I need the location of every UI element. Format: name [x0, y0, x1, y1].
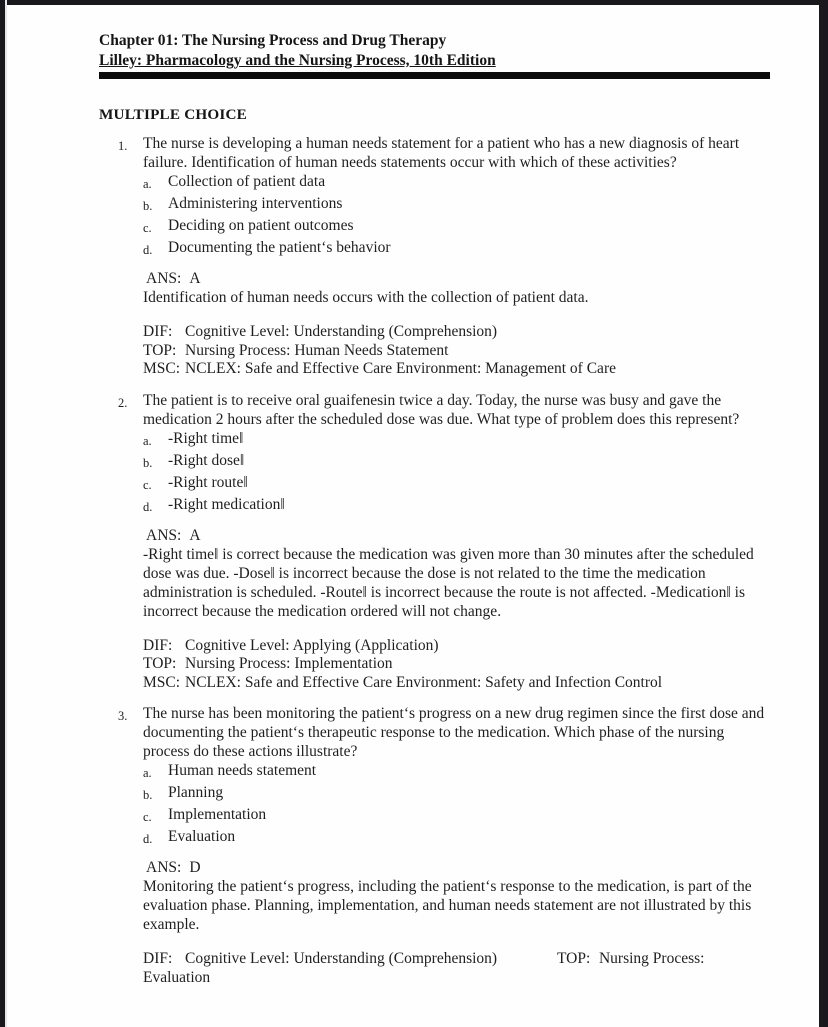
meta-row-top	[143, 655, 770, 674]
meta-pair	[143, 360, 616, 377]
option-b	[143, 783, 766, 805]
question-number: 1.	[118, 139, 128, 153]
option-text: Collection of patient data	[168, 173, 326, 190]
meta-row-msc	[143, 674, 770, 693]
option-letter: b.	[143, 455, 153, 470]
meta-label: TOP:	[143, 341, 177, 359]
option-a	[143, 429, 766, 451]
viewer-top-border	[0, 0, 828, 5]
meta-block	[143, 950, 770, 987]
answer-value: A	[189, 526, 201, 544]
rationale-text: Identification of human needs occurs with the collection of patient data.	[143, 289, 589, 306]
question-text: The nurse is developing a human needs statement for a patient who has a new diagnosis of heart failure. Identification of human needs statements occur with which of these activities?	[143, 135, 740, 171]
question-row	[118, 391, 770, 517]
option-text: -Right dose‖	[168, 451, 245, 469]
meta-row-top	[143, 342, 770, 361]
option-c	[143, 216, 766, 238]
option-letter: d.	[143, 499, 153, 514]
question-2	[118, 391, 770, 693]
section-heading: MULTIPLE CHOICE	[99, 106, 248, 123]
option-text: Human needs statement	[168, 762, 317, 779]
meta-label: DIF:	[143, 323, 173, 340]
meta-label: DIF:	[143, 636, 173, 654]
option-d	[143, 827, 766, 849]
option-letter: a.	[143, 766, 152, 780]
answer-label: ANS:	[146, 526, 182, 544]
option-text: Evaluation	[168, 828, 236, 845]
option-a	[143, 172, 766, 194]
option-text: Administering interventions	[168, 195, 343, 212]
answer-line	[146, 858, 770, 877]
meta-text: Nursing Process: Implementation	[185, 655, 393, 672]
meta-row-msc	[143, 360, 770, 379]
answer-line	[146, 269, 770, 288]
answer-label: ANS:	[146, 270, 182, 287]
meta-pair	[143, 323, 497, 340]
book-title: Lilley: Pharmacology and the Nursing Process, 10th Edition	[99, 52, 496, 69]
meta-text: Cognitive Level: Understanding (Comprehension)	[185, 950, 498, 967]
option-text: -Right medication‖	[168, 495, 285, 513]
option-b	[143, 194, 766, 216]
option-letter: b.	[143, 199, 153, 213]
answer-line	[146, 526, 770, 545]
question-list	[118, 134, 770, 987]
option-text: -Right time‖	[168, 429, 244, 447]
option-letter: c.	[143, 221, 152, 235]
question-number: 2.	[118, 395, 128, 410]
option-text: Planning	[168, 784, 224, 801]
meta-pair	[143, 674, 662, 691]
meta-pair	[143, 655, 393, 672]
meta-pair	[143, 637, 439, 654]
meta-text: NCLEX: Safe and Effective Care Environment: Management of Care	[185, 360, 616, 377]
meta-label: MSC:	[143, 360, 181, 377]
meta-text: Cognitive Level: Understanding (Comprehension)	[185, 323, 498, 340]
meta-text: Nursing Process: Evaluation	[143, 950, 705, 986]
viewer-right-border	[819, 0, 828, 1027]
rationale-text: -Right time‖ is correct because the medication was given more than 30 minutes after the scheduled dose was due. -Dose‖ is incorrect because the dose is not related to the time the medication administration is scheduled. -Route‖ is incorrect because the route is not affected. -Medication‖ is incorrect because the medication ordered will not change.	[143, 545, 754, 620]
question-number: 3.	[118, 709, 128, 723]
answer-label: ANS:	[146, 859, 182, 876]
rationale-text: Monitoring the patient‘s progress, including the patient‘s response to the medication, is part of the evaluation phase. Planning, implementation, and human needs statement are not illustrated by this example.	[143, 878, 752, 933]
meta-label: TOP:	[556, 950, 591, 967]
question-text: The patient is to receive oral guaifenesin twice a day. Today, the nurse was busy and gave the medication 2 hours after the scheduled dose was due. What type of problem does this represent?	[143, 391, 740, 428]
meta-pair	[143, 950, 497, 967]
option-text: Documenting the patient‘s behavior	[168, 239, 391, 256]
answer-value: A	[189, 270, 201, 287]
viewer-left-shadow	[5, 0, 7, 1027]
option-a	[143, 761, 766, 783]
answer-value: D	[189, 859, 201, 876]
option-d	[143, 238, 766, 260]
option-letter: a.	[143, 177, 152, 191]
meta-label: DIF:	[143, 950, 173, 967]
question-1	[118, 134, 770, 379]
option-c	[143, 805, 766, 827]
option-text: Implementation	[168, 806, 267, 823]
meta-text: NCLEX: Safe and Effective Care Environment: Safety and Infection Control	[185, 673, 663, 691]
meta-pair	[143, 342, 448, 359]
meta-row-dif-top	[143, 950, 770, 987]
option-letter: c.	[143, 477, 152, 492]
option-letter: d.	[143, 832, 153, 846]
meta-block	[143, 323, 770, 379]
option-d	[143, 495, 766, 517]
meta-row-dif	[143, 323, 770, 342]
option-letter: a.	[143, 433, 152, 448]
question-3	[118, 704, 770, 987]
meta-text: Nursing Process: Human Needs Statement	[185, 341, 449, 359]
question-body	[143, 704, 766, 849]
chapter-title: Chapter 01: The Nursing Process and Drug Therapy	[99, 32, 447, 49]
option-text: -Right route‖	[168, 473, 248, 491]
document-header	[99, 31, 771, 71]
question-row	[118, 704, 770, 849]
option-c	[143, 473, 766, 495]
meta-block	[143, 637, 770, 693]
option-text: Deciding on patient outcomes	[168, 217, 354, 234]
question-text: The nurse has been monitoring the patient‘s progress on a new drug regimen since the first dose and documenting the patient‘s therapeutic response to the medication. Which phase of the nursing process do these actions illustrate?	[143, 705, 765, 760]
question-body	[143, 134, 766, 260]
option-letter: d.	[143, 243, 153, 257]
option-letter: b.	[143, 788, 153, 802]
question-body	[143, 391, 766, 517]
option-b	[143, 451, 766, 473]
meta-row-dif	[143, 637, 770, 656]
meta-label: TOP:	[143, 655, 177, 672]
meta-label: MSC:	[143, 673, 181, 691]
option-letter: c.	[143, 810, 152, 824]
header-rule	[99, 72, 770, 79]
meta-text: Cognitive Level: Applying (Application)	[185, 636, 439, 654]
question-row	[118, 134, 770, 260]
